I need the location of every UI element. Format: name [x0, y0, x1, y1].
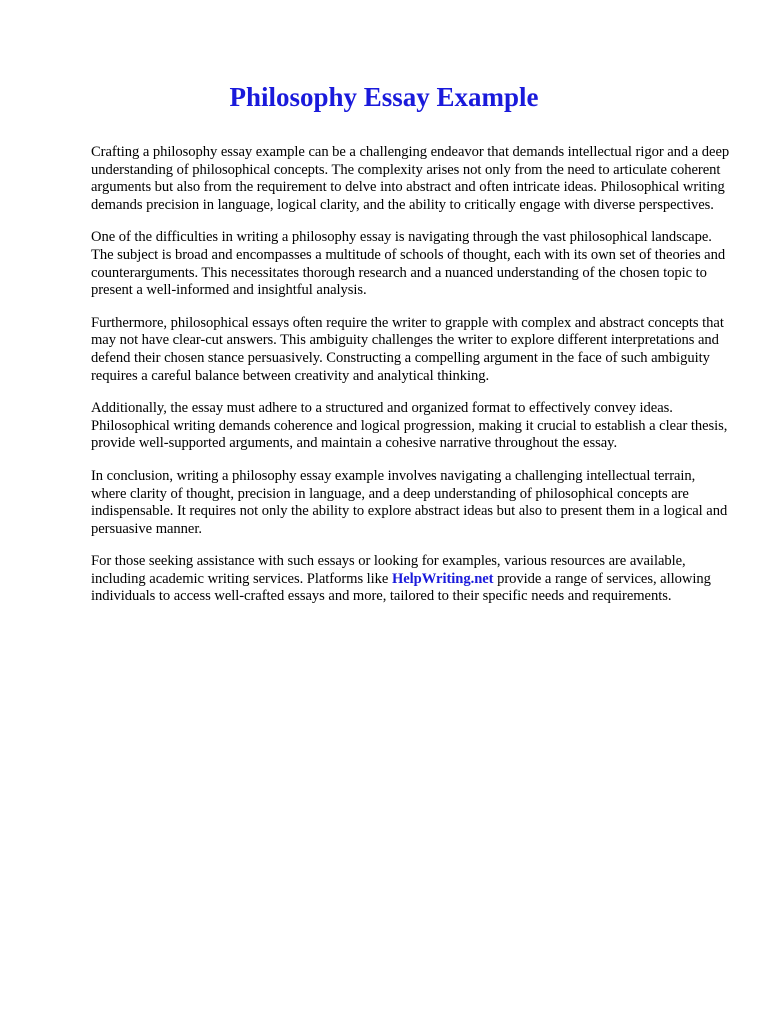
- paragraph-abstract-concepts: Furthermore, philosophical essays often require the writer to grapple with complex and abstract concepts that may not have clear-cut answers. This ambiguity challenges the writer to explore different interpretations and defend their chosen stance persuasively. Constructing a compelling argument in the face of such ambiguity requires a careful balance between creativity and analytical thinking.: [91, 314, 724, 384]
- helpwriting-link[interactable]: HelpWriting.net: [391, 570, 494, 587]
- paragraph-intro: Crafting a philosophy essay example can be a challenging endeavor that demands intellectual rigor and a deep understanding of philosophical concepts. The complexity arises not only from the need to articulate coherent arguments but also from the requirement to delve into abstract and often intricate ideas. Philosophical writing demands precision in language, logical clarity, and the ability to critically engage with diverse perspectives.: [91, 144, 730, 213]
- paragraph-structure: Additionally, the essay must adhere to a structured and organized format to effectively convey ideas. Philosophical writing demands coherence and logical progression, making it crucial to establish a clear thesis, provide well-supported arguments, and maintain a cohesive narrative throughout the essay.: [91, 400, 728, 452]
- paragraph-assistance: [91, 553, 731, 606]
- document-title: Philosophy Essay Example: [229, 82, 539, 112]
- paragraph-assistance-before-link: For those seeking assistance with such essays or looking for examples, various resources are available, including academic writing services. Platforms like: [91, 553, 686, 587]
- paragraph-assistance-after-link: provide a range of services, allowing individuals to access well-crafted essays and more, tailored to their specific needs and requirements.: [91, 570, 711, 605]
- paragraph-difficulties: One of the difficulties in writing a philosophy essay is navigating through the vast philosophical landscape. The subject is broad and encompasses a multitude of schools of thought, each with its own set of theories and counterarguments. This necessitates thorough research and a nuanced understanding of the chosen topic to present a well-informed and insightful analysis.: [91, 229, 726, 299]
- paragraph-conclusion: In conclusion, writing a philosophy essay example involves navigating a challenging intellectual terrain, where clarity of thought, precision in language, and a deep understanding of philosophical concepts are indispensable. It requires not only the ability to explore abstract ideas but also to present them in a logical and persuasive manner.: [91, 467, 728, 537]
- document-body: [91, 144, 731, 621]
